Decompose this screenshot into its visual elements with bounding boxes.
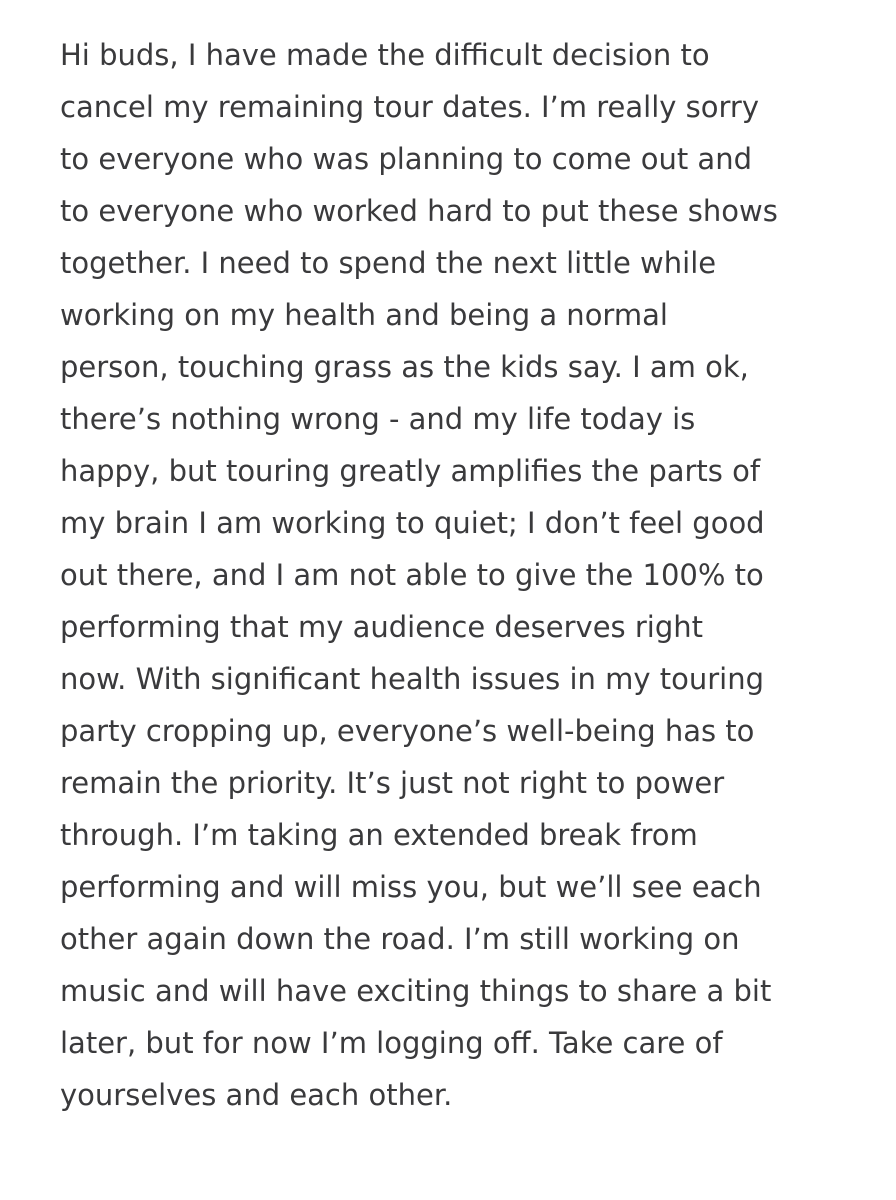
note-line: music and will have exciting things to share a bit [60, 974, 772, 1008]
note-line: out there, and I am not able to give the 100% to [60, 558, 764, 592]
note-line: party cropping up, everyone’s well-being has to [60, 714, 755, 748]
note-line: working on my health and being a normal [60, 298, 668, 332]
note-body [60, 29, 880, 1121]
note-line: performing that my audience deserves right [60, 610, 704, 644]
note-line: person, touching grass as the kids say. I am ok, [60, 350, 749, 384]
note-line: through. I’m taking an extended break from [60, 818, 698, 852]
note-line: there’s nothing wrong - and my life today is [60, 402, 696, 436]
note-line: yourselves and each other. [60, 1078, 453, 1112]
note-line: later, but for now I’m logging off. Take care of [60, 1026, 723, 1060]
note-line: cancel my remaining tour dates. I’m really sorry [60, 90, 759, 124]
note-line: happy, but touring greatly amplifies the parts of [60, 454, 761, 488]
note-line: to everyone who was planning to come out and [60, 142, 752, 176]
note-line: performing and will miss you, but we’ll see each [60, 870, 762, 904]
note-line: Hi buds, I have made the difficult decision to [60, 38, 710, 72]
note-line: to everyone who worked hard to put these shows [60, 194, 778, 228]
note-line: now. With significant health issues in my touring [60, 662, 765, 696]
note-line: remain the priority. It’s just not right to power [60, 766, 725, 800]
note-line: together. I need to spend the next little while [60, 246, 717, 280]
note-line: my brain I am working to quiet; I don’t feel good [60, 506, 765, 540]
note-line: other again down the road. I’m still working on [60, 922, 740, 956]
